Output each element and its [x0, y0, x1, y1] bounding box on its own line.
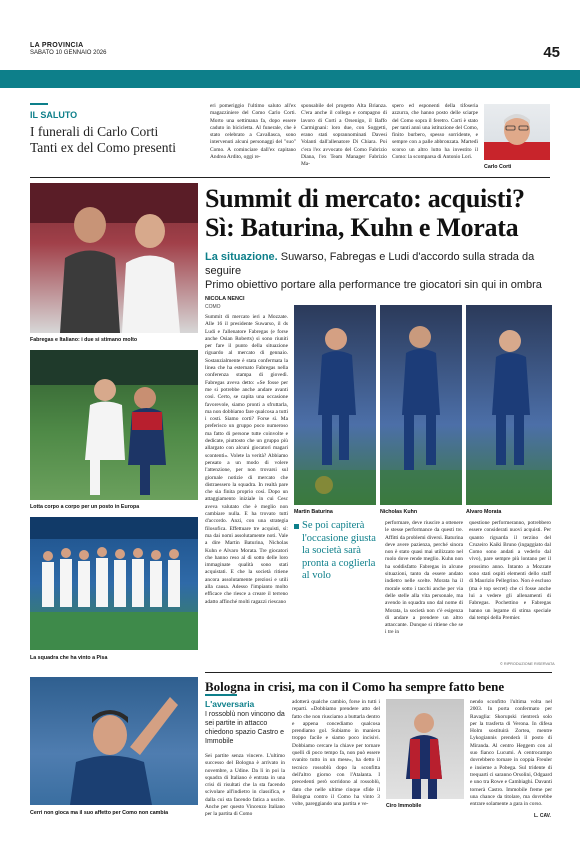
section-band: [0, 70, 580, 88]
saluto-col3: spero ed esponenti della tifoseria azzurra, che hanno posto delle sciarpe del Como sopra il feretro. Corti è stato per tanti anni una istituzione del Como, finito burbero, spesso sorridente, e sempre con a palle abbronzata. Martedì scorso un altro lutto ha investito il Como: la scomparsa di Antonio Lori.: [392, 103, 478, 161]
newspaper-name: LA PROVINCIA: [30, 42, 84, 49]
saluto-col1: eri pomeriggio l'ultimo saluto all'ex magazziniere del Como Carlo Corti. Morto una settimana fa, dopo essere caduto in bicicletta. Al funerale, che è stato celebrato a Cavallasca, sono intervenuti alcuni personaggi del "suo" Como. A cominciare dall'ex capitano Andrea Ardito, oggi re-: [210, 103, 296, 161]
photo-lotta: [30, 350, 198, 500]
photo-baturina: [294, 305, 376, 505]
caption-kuhn: Nicholas Kuhn: [380, 509, 418, 515]
saluto-col2: sponsabile del progetto Alta Brianza. C'era anche il collega e compagno di lavoro di Corti a Orsenigo, il Baffo Carmignani: loro due, con Soggetti, erano stati soprannominati Davesi Volanti dall'allenatore Di Chiara. Poi c'era l'ex avvocato del Como Fabrizio Diana, l'ex Team Manager Fabrizio Ma-: [301, 103, 387, 168]
main-subhead-line1: Suwarso, Fabregas e Ludi d'accordo sulla strada da seguire: [205, 251, 535, 277]
main-body-col2: performare, deve riuscire a ottenere le stesse performance da questi tre. Affitti da problemi diversi. Baturina deve avere pazienza, perché sinora non è stato quasi mai utilizzato nel ruolo dove rende meglio. Kuhn non ha soddisfatto Fabregas in alcune situazioni, tanto da essere andato indietro nelle scelte. Morata ha il morale sotto i tacchi anche per via delle stelle alla vita personale, ma avendo in squadra uno dal nome di Morata, la società non c'è esigenza di andare a prendere un altro attaccante. Dunque si ritiene che se i tre in: [385, 520, 463, 636]
saluto-kicker: IL SALUTO: [30, 110, 78, 120]
photo-fabregas-italiano: [30, 183, 198, 333]
caption-lotta: Lotta corpo a corpo per un posto in Europa: [30, 504, 140, 510]
caption-cerri: Cerri non gioca ma il suo affetto per Como non cambia: [30, 810, 169, 816]
photo-kuhn: [380, 305, 462, 505]
saluto-title-line2: Tanti ex del Como presenti: [30, 140, 177, 155]
bologna-headline: Bologna in crisi, ma con il Como ha sempre fatto bene: [205, 679, 505, 694]
main-subhead-line2: Primo obiettivo portare alla performance tre giocatori sin qui in ombra: [205, 279, 542, 291]
masthead: [30, 42, 106, 57]
carlo-corti-photo: [484, 104, 550, 160]
caption-morata: Alvaro Morata: [466, 509, 502, 515]
bologna-col2: adotterà qualche cambio, forse in tutti i reparti. «Dobbiamo prendere atto del fatto che non riusciamo a buttarla dentro e appena concediamo qualcosa prendiamo gol. Subiamo in maniera troppo facile e siamo poco incisivi. Dobbiamo cercare la chiave per tornare quelli di poco tempo fa, non può essere svanito tutto in un mese», ha detto il tecnico rossoblù dopo la sconfitta dell'altro giorno con l'Atalanta. I precedenti però sorridono al rossoblù, dato che nelle ultime cinque sfide il Bologna contro il Como ha vinto 3 volte, pareggiando una partita e ve-: [292, 699, 380, 808]
photo-immobile: [386, 699, 464, 799]
main-headline: [205, 184, 555, 242]
copyright-note: © RIPRODUZIONE RISERVATA: [500, 662, 555, 666]
photo-morata: [466, 305, 552, 505]
caption-baturina: Martin Baturina: [294, 509, 333, 515]
bologna-kicker-rule: [205, 694, 237, 696]
bologna-col3: nendo sconfitto l'ultima volta nel 2003. In porta confermato per Ravaglia: Skorupski rientrerà solo per la trasferta di Verona. In difesa Holm sostituirà Zortea, mentre Lykogiannis prenderà il posto di Miranda. Al centro Heggem con al suo fianco Lucumi. A centrocampo dovrebbero tornare in coppia Freuler e insieme a Pobega. Sul tridente di trequarti ci saranno Orsolini, Odgaard e uno tra Rowe e Cambiaghi. Davanti tornerà Castro. Immobile freme per una chance da titolare, ma dovrebbe entrare solamente a gara in corso.: [470, 699, 552, 808]
bologna-signature: L. CAV.: [534, 813, 551, 819]
pull-quote: Se poi capiterà l'occasione giusta la società sarà pronta a coglierla al volo: [302, 520, 376, 581]
carlo-corti-caption: Carlo Corti: [484, 164, 512, 170]
caption-immobile: Ciro Immobile: [386, 803, 422, 809]
main-subhead: [205, 250, 555, 292]
caption-fabregas-italiano: Fabregas e Italiano: i due si stimano molto: [30, 337, 138, 343]
saluto-title: [30, 124, 205, 156]
main-body-col3: questione performeranno, potrebbero essere considerati nuovi acquisti. Per quanto riguarda il terzino del Cruzeiro Kaiki Bruno (ingaggiato dal Como sono andati a vederlo dal vivo), pare sempre più lontano per il prossimo anno. Intanto a Mozzate sono stati ospiti elementi dello staff di Maurizio Pellegrino. Non è escluso (ma è top secret) che ci fosse anche lui a vedere gli allenamenti di Fabregas. Pochettino e Fabregas hanno un legame di stima speciale dai tempi della Premier.: [469, 520, 551, 621]
byline: NICOLA NENCI: [205, 296, 245, 302]
bologna-kicker: L'avversaria: [205, 699, 255, 709]
main-headline-line2: Sì: Baturina, Kuhn e Morata: [205, 213, 519, 242]
divider-bottom: [205, 672, 552, 673]
main-body-col1: Summit di mercato ieri a Mozzate. Alle 16 il presidente Suwarso, il ds Ludi e l'allenatore Fabregas (e forse anche Osian Roberts) si sono riuniti per fare il punto della situazione riguardo al mercato di gennaio. Sostanzialmente è stata confermata la linea che ha esternato Fabregas nella conferenza stampa di giovedì. Fabregas aveva detto: «Se fosse per me si potrebbe anche andare avanti così. Certo, se capita una occasione favorevole, siamo pronti a sfruttarla, ma non dobbiamo fare qualcosa a tutti i costi. Siamo corti? Forse sì. Ma preferisco un gruppo poco numeroso ma fatto di persone tutte coinvolte e dedicate, piuttosto che un gruppo più allargato con alcuni giocatori magari scontenti». Volete la verità? Abbiamo pensato a un modo di volere l'attenzione, per non trovarsi sul giornale notizie di mercato che distraessero la squadra. In realtà pare che sia finita proprio così. Dopo un attaggiamento iniziale in cui Cesc aveva valutato che è meglio non cambiare nulla. E ha trovato tutti d'accordo. Anzi, con una strategia filosofica. Effettuare tre acquisti, sì: ma dai nomi assolutamente noti. Vale a dire Martin Baturina, Nicholas Kuhn e Alvaro Morata. Tre giocatori che hanno reso al di sotto delle loro immaginate qualità sono stati acquistati. E che la società ritiene ancora assolutamente preziosi e utili alla causa. Adesso l'impianto molto efficace che riesce a creare il terreno adatto affinché molti ragazzi riescano: [205, 314, 288, 605]
kicker-rule: [30, 103, 48, 105]
photo-cerri: [30, 677, 198, 805]
quote-marker-icon: [294, 524, 299, 529]
caption-squadra-pisa: La squadra che ha vinto a Pisa: [30, 655, 108, 661]
saluto-title-line1: I funerali di Carlo Corti: [30, 124, 159, 139]
bologna-col1: Sei partite senza vincere. L'ultimo successo del Bologna è arrivato in novembre, a Udine. Da lì in poi la squadra di Italiano è entrata in una crisi di risultati che la sta facendo scivolare all'indietro in classifica, e dalla cui sta facendo fatica a uscire. Anche per questo Vincenzo Italiano per la partita di Como: [205, 753, 285, 818]
dateline-place: COMO: [205, 304, 221, 310]
photo-squadra-pisa: [30, 517, 198, 650]
bologna-subhead: I rossoblù non vincono da sei partite in attacco chiedono spazio Castro e Immobile: [205, 711, 285, 745]
divider-top: [30, 177, 550, 178]
page-number: 45: [543, 44, 560, 61]
issue-date: SABATO 10 GENNAIO 2026: [30, 50, 107, 56]
main-subhead-kicker: La situazione.: [205, 251, 278, 263]
main-headline-line1: Summit di mercato: acquisti?: [205, 184, 525, 213]
